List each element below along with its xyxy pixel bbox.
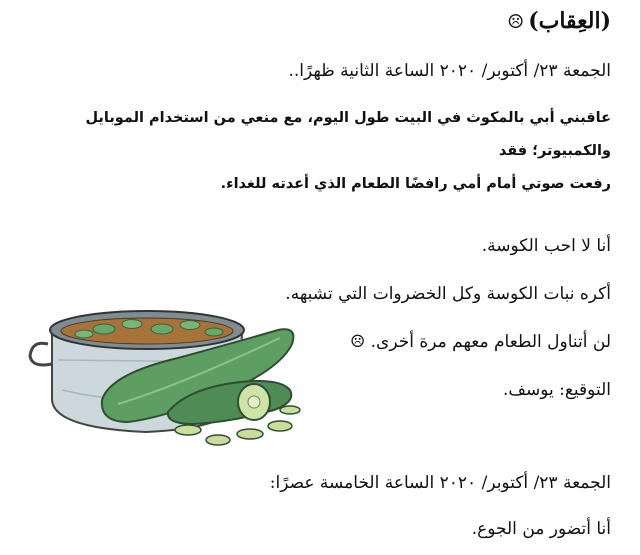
zucchini-slice — [237, 429, 263, 439]
zucchini-pot-illustration — [18, 300, 318, 450]
pot-handle — [30, 343, 52, 365]
zucchini-slice — [206, 435, 230, 445]
summary-line-2: رفعت صوتي أمام أمي رافضًا الطعام الذي أعدته للغداء. — [220, 176, 611, 192]
sad-face-icon: ☹ — [349, 332, 366, 352]
summary-line-1: عاقبني أبي بالمكوث في البيت طول اليوم، مع منعي من استخدام الموبايل والكمبيوتر؛ فقد — [85, 110, 611, 159]
diary-line-3-text: لن أتناول الطعام معهم مرة أخرى. — [370, 332, 611, 352]
sad-face-icon: ☹ — [507, 11, 525, 33]
title-text: (العِقاب) — [528, 8, 611, 34]
entry2-date: الجمعة ٢٣/ أكتوبر/ ٢٠٢٠ الساعة الخامسة عصرًا: — [269, 473, 611, 493]
zucchini-slice — [280, 406, 300, 414]
signature: التوقيع: يوسف. — [502, 380, 611, 400]
entry1-summary — [31, 102, 611, 201]
diary-line-1: أنا لا احب الكوسة. — [481, 236, 611, 256]
entry1-date: الجمعة ٢٣/ أكتوبر/ ٢٠٢٠ الساعة الثانية ظهرًا.. — [288, 61, 611, 81]
diary-line-3 — [350, 332, 611, 352]
zucchini-slice — [268, 421, 292, 431]
diary-line-2: أكره نبات الكوسة وكل الخضروات التي تشبهه. — [285, 284, 611, 304]
entry-title — [507, 8, 611, 34]
zucchini-slice — [175, 425, 201, 435]
entry2-line-1: أنا أتضور من الجوع. — [471, 519, 611, 539]
